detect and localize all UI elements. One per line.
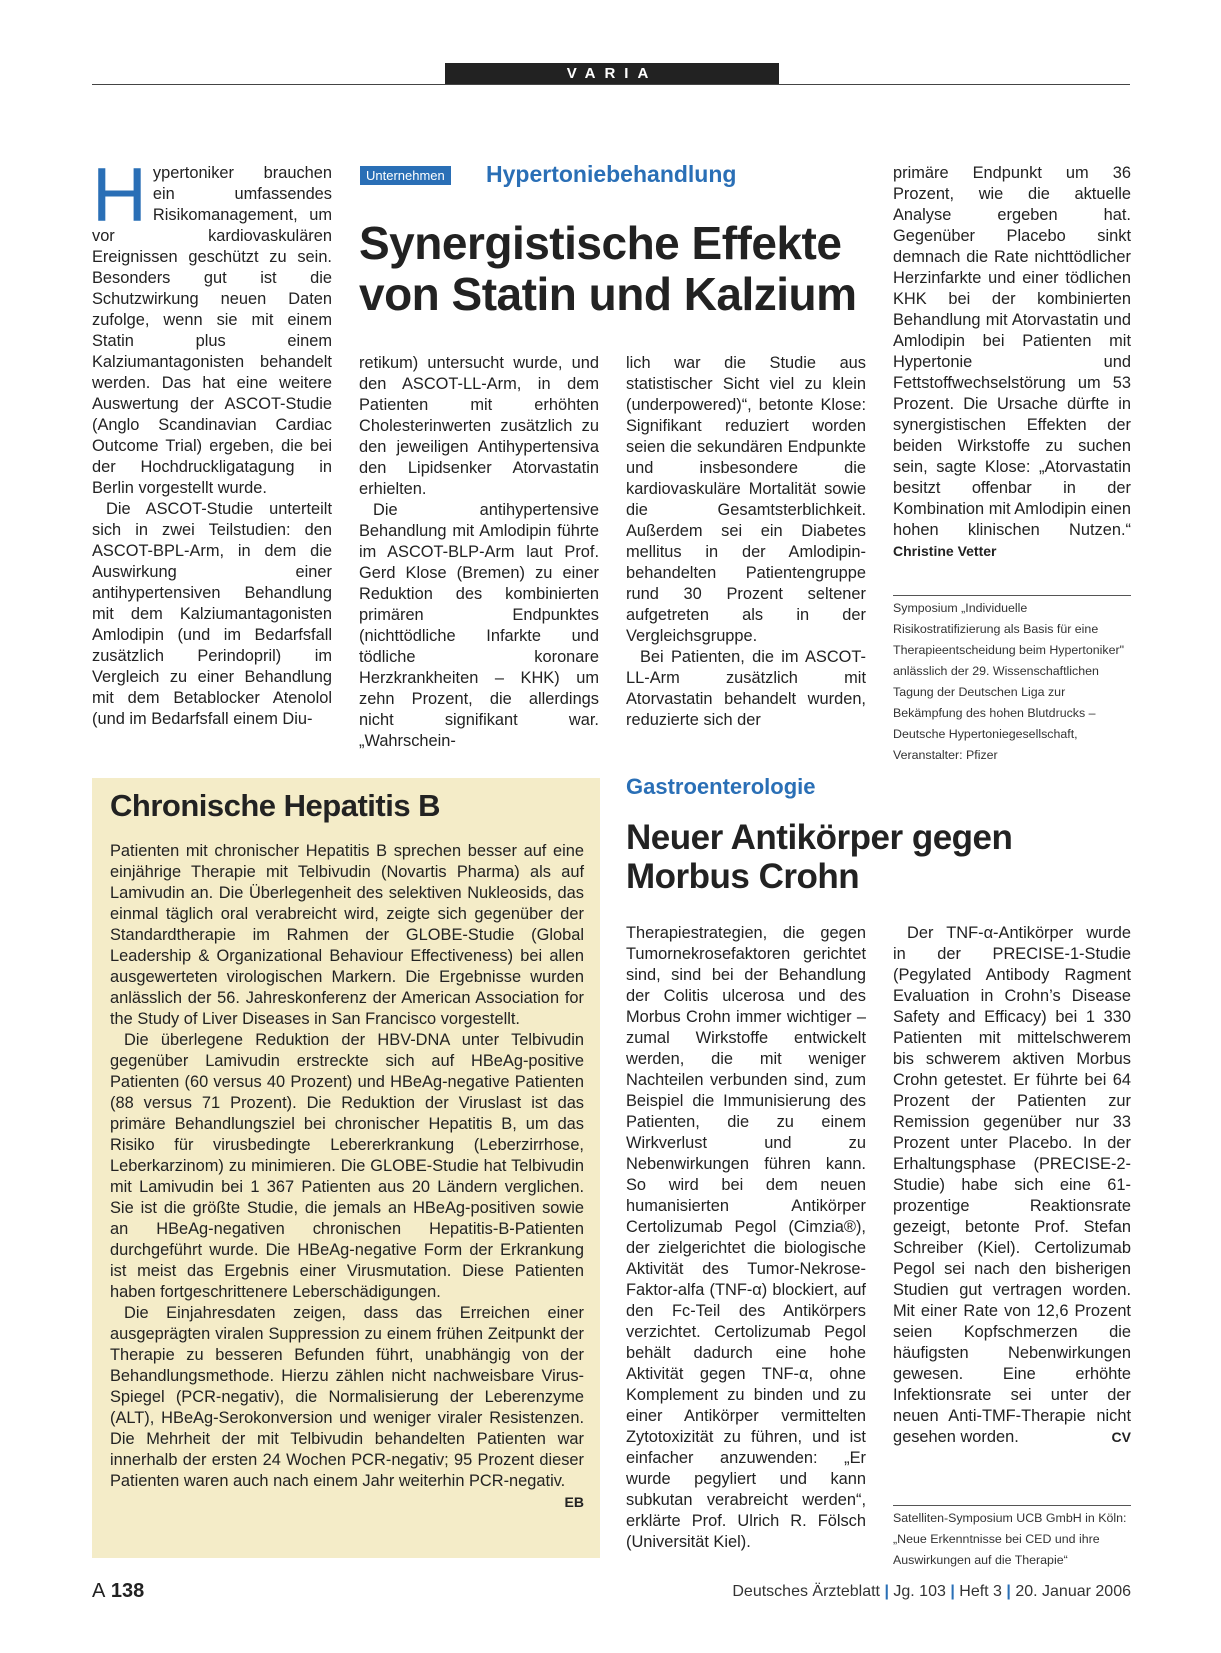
journal-date: 20. Januar 2006 (1015, 1583, 1131, 1600)
box-paragraph-1: Patienten mit chronischer Hepatitis B sprechen besser auf eine einjährige Therapie mit Telbivudin (Novartis Pharma) als auf Lamivudin an. Die Überlegenheit des selektiven Nukleosids, das einmal täglich oral verabreicht wird, zeigte sich gegenüber der Standardtherapie im Rahmen der GLOBE-Studie (Global Leadership & Organizational Behaviour Effectiveness) bei allen ausgewerteten virologischen Markern. Die Ergebnisse wurden anlässlich der 56. Jahreskonferenz der American Association for the Study of Liver Diseases in San Francisco vorgestellt. (110, 842, 584, 1028)
section-label: VARIA (445, 63, 779, 85)
article1-col3-paragraph-1: lich war die Studie aus statistischer Sicht viel zu klein (underpowered)“, betonte Klose: Signifikant reduziert worden seien die sekundären Endpunkte und insbesondere die kardiovaskuläre Mortalität sowie die Gesamtsterblichkeit. Außerdem sei ein Diabetes mellitus in der Amlodipin-behandelten Patientengruppe rund 30 Prozent seltener aufgetreten als in der Vergleichsgruppe. (626, 354, 866, 645)
article1-column-3 (626, 353, 866, 731)
journal-issue: Heft 3 (959, 1583, 1002, 1600)
article1-column-4 (893, 163, 1131, 562)
article2-signature: CV (1111, 1429, 1131, 1445)
article1-kicker: Hypertoniebehandlung (486, 161, 737, 187)
footer-separator: | (950, 1583, 955, 1600)
headline-line-2: Morbus Crohn (626, 857, 860, 896)
symposium-rule (893, 1505, 1131, 1506)
article1-column-2 (359, 353, 599, 752)
dropcap: H (92, 153, 147, 238)
category-badge: Unternehmen (360, 166, 451, 185)
author-name: Christine Vetter (893, 543, 997, 559)
headline-line-1: Neuer Antikörper gegen (626, 818, 1013, 857)
article2-kicker: Gastroenterologie (626, 774, 816, 799)
article1-col3-paragraph-2: Bei Patienten, die im ASCOT-LL-Arm zusätzlich mit Atorvastatin behandelt wurden, reduzierte sich der (626, 648, 866, 729)
symposium-note: Symposium „Individuelle Risikostratifizierung als Basis für eine Therapieentscheidung beim Hypertoniker" anlässlich der 29. Wissenschaftlichen Tagung der Deutschen Liga zur Bekämpfung des hohen Blutdrucks – Deutsche Hypertoniegesellschaft, Veranstalter: Pfizer (893, 601, 1124, 762)
page-number (92, 1580, 144, 1603)
journal-name: Deutsches Ärzteblatt (732, 1583, 880, 1600)
footer-separator: | (1006, 1583, 1011, 1600)
journal-volume: Jg. 103 (893, 1583, 946, 1600)
header-rule (92, 84, 1130, 85)
page-prefix: A (92, 1580, 106, 1602)
article2-col2-paragraph: Der TNF-α-Antikörper wurde in der PRECISE-1-Studie (Pegylated Antibody Ragment Evaluation in Crohn’s Disease Safety and Efficacy) bei 1 330 Patienten mit mittelschwerem bis schwerem aktiven Morbus Crohn getestet. Er führte bei 64 Prozent der Patienten zur Remission gegenüber nur 33 Prozent unter Placebo. In der Erhaltungsphase (PRECISE-2-Studie) habe sich eine 61-prozentige Reaktionsrate gezeigt, betonte Prof. Stefan Schreiber (Kiel). Certolizumab Pegol sei nach den bisherigen Studien gut vertragen worden. Mit einer Rate von 12,6 Prozent seien Kopfschmerzen die häufigsten Nebenwirkungen gewesen. Eine erhöhte Infektionsrate sei unter der neuen Anti-TMF-Therapie nicht gesehen worden. (893, 924, 1131, 1446)
box-signature: EB (564, 1494, 584, 1510)
headline-line-2: von Statin und Kalzium (359, 268, 857, 320)
box-paragraph-2: Die überlegene Reduktion der HBV-DNA unter Telbivudin gegenüber Lamivudin erstreckte sich auf HBeAg-positive Patienten (60 versus 40 Prozent) und HBeAg-negative Patienten (88 versus 71 Prozent). Die Reduktion der Viruslast ist das primäre Behandlungsziel bei chronischer Hepatitis B, um das Risiko für virusbedingte Lebererkrankung (Leberzirrhose, Leberkarzinom) zu minimieren. Die GLOBE-Studie hat Telbivudin mit Lamivudin bei 1 367 Patienten aus 20 Ländern verglichen. Sie ist die größte Studie, die jemals an HBeAg-positiven sowie an HBeAg-negativen chronischen Hepatitis-B-Patienten durchgeführt wurde. Die HBeAg-negative Form der Erkrankung ist meist das Ergebnis einer Virusmutation. Diese Patienten haben fortgeschrittenere Leberschädigungen. (110, 1031, 584, 1301)
article1-headline (359, 218, 879, 320)
box-text (110, 841, 584, 1513)
satellite-symposium-note: Satelliten-Symposium UCB GmbH in Köln: „Neue Erkenntnisse bei CED und ihre Auswirkungen auf die Therapie“ (893, 1511, 1127, 1567)
article1-col1-paragraph-2: Die ASCOT-Studie unterteilt sich in zwei Teilstudien: den ASCOT-BPL-Arm, in dem die Auswirkung einer antihypertensiven Behandlung mit dem Kalziumantagonisten Amlodipin (und im Bedarfsfall zusätzlich Perindopril) im Vergleich zu einer Behandlung mit dem Betablocker Atenolol (und im Bedarfsfall einem Diu- (92, 500, 332, 728)
article1-col2-paragraph-2: Die antihypertensive Behandlung mit Amlodipin führte im ASCOT-BLP-Arm laut Prof. Gerd Klose (Bremen) zu einer Reduktion des kombinierten primären Endpunktes (nichttödliche Infarkte und tödliche koronare Herzkrankheiten – KHK) um zehn Prozent, die allerdings nicht signifikant war. „Wahrschein- (359, 501, 599, 750)
page-number-value: 138 (110, 1580, 145, 1602)
article2-col1-paragraph: Therapiestrategien, die gegen Tumornekrosefaktoren gerichtet sind, sind bei der Behandlung der Colitis ulcerosa und des Morbus Crohn immer wichtiger – zumal Wirkstoffe entwickelt werden, die mit weniger Nachteilen verbunden sind, zum Beispiel die Immunisierung des Patienten, die zu einem Wirkverlust und zu Nebenwirkungen führen kann. So wird bei dem neuen humanisierten Antikörper Certolizumab Pegol (Cimzia®), der zielgerichtet die biologische Aktivität des Tumor-Nekrose-Faktor-alfa (TNF-α) blockiert, auf den Fc-Teil des Antikörpers verzichtet. Certolizumab Pegol behält dadurch eine hohe Aktivität gegen TNF-α, ohne Komplement zu binden und zu einer Antikörper vermittelten Zytotoxizität zu führen, und ist einfacher anzuwenden: „Er wurde pegyliert und kann subkutan verabreicht werden“, erklärte Prof. Ulrich R. Fölsch (Universität Kiel). (626, 924, 866, 1551)
article2-column-1 (626, 923, 866, 1553)
symposium-rule (893, 595, 1131, 596)
article1-column-1 (92, 153, 332, 730)
box-title: Chronische Hepatitis B (110, 788, 441, 823)
article1-col1-paragraph-1: ypertoniker brauchen ein umfassendes Risikomanagement, um vor kardiovaskulären Ereignissen geschützt zu sein. Besonders gut ist die Schutzwirkung neuen Daten zufolge, wenn sie mit einem Statin plus einem Kalziumantagonisten behandelt werden. Das hat eine weitere Auswertung der ASCOT-Studie (Anglo Scandinavian Cardiac Outcome Trial) ergeben, die bei der Hochdruckligatagung in Berlin vorgestellt wurde. (92, 164, 332, 497)
box-paragraph-3: Die Einjahresdaten zeigen, dass das Erreichen einer ausgeprägten viralen Suppression zu einem frühen Zeitpunkt der Therapie zu besseren Befunden führt, unabhängig von der Behandlungsmethode. Hierzu zählen nicht nachweisbare Virus-Spiegel (PCR-negativ), die Normalisierung der Leberenzyme (ALT), HBeAg-Serokonversion und weniger viraler Resistenzen. Die Mehrheit der mit Telbivudin behandelten Patienten war innerhalb der ersten 24 Wochen PCR-negativ; 95 Prozent dieser Patienten waren auch nach einem Jahr weiterhin PCR-negativ. (110, 1304, 584, 1490)
footer-separator: | (884, 1583, 889, 1600)
article1-col4-paragraph-1: primäre Endpunkt um 36 Prozent, wie die aktuelle Analyse ergeben hat. Gegenüber Placebo sinkt demnach die Rate nichttödlicher Herzinfarkte und einer tödlichen KHK bei der kombinierten Behandlung mit Atorvastatin und Amlodipin bei Patienten mit Hypertonie und Fettstoffwechselstörung um 53 Prozent. Die Ursache dürfte in synergistischen Effekten der beiden Wirkstoffe zu suchen sein, sagte Klose: „Atorvastatin besitzt offenbar in der Kombination mit Amlodipin einen hohen klinischen Nutzen.“ (893, 164, 1131, 539)
journal-footer (732, 1583, 1131, 1601)
article1-col2-paragraph-1: retikum) untersucht wurde, und den ASCOT-LL-Arm, in dem Patienten mit erhöhten Cholesterinwerten zusätzlich zu den jeweiligen Antihypertensiva den Lipidsenker Atorvastatin erhielten. (359, 354, 599, 498)
article2-headline (626, 818, 1131, 896)
article2-column-2 (893, 923, 1131, 1448)
headline-line-1: Synergistische Effekte (359, 217, 842, 269)
